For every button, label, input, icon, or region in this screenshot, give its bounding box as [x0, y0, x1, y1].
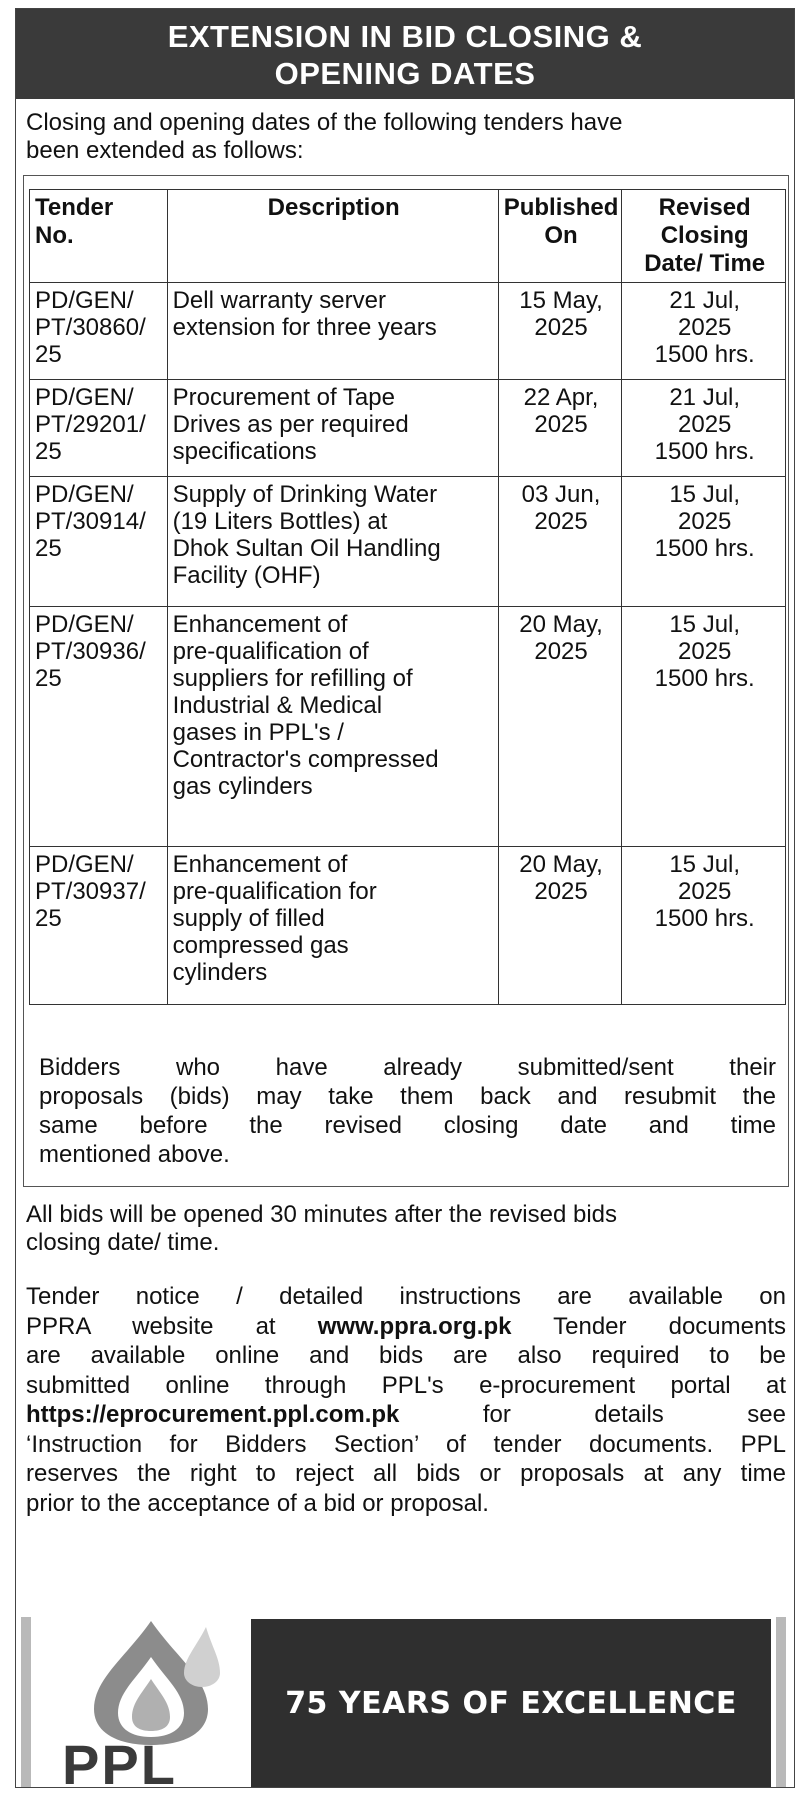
ppl-logo: [36, 1617, 236, 1796]
oil-drop-logo-icon: [56, 1617, 246, 1747]
left-stripe: [21, 1617, 31, 1787]
opening-note: All bids will be opened 30 minutes after the revised bids closing date/ time.: [26, 1201, 617, 1256]
banner-text: 75 YEARS OF EXCELLENCE: [285, 1685, 737, 1721]
header-revised-closing: Revised Closing Date/ Time: [622, 190, 786, 283]
table-row: [30, 607, 786, 847]
published-cell: 20 May, 2025: [498, 847, 622, 1005]
published-cell: 03 Jun, 2025: [498, 477, 622, 607]
published-cell: 20 May, 2025: [498, 607, 622, 847]
page-title: [16, 9, 794, 99]
description-cell: Dell warranty server extension for three years: [167, 283, 498, 380]
tender-no-cell: PD/GEN/ PT/29201/ 25: [30, 380, 168, 477]
title-line-1: EXTENSION IN BID CLOSING &: [167, 19, 643, 54]
table-header-row: [30, 190, 786, 283]
ppra-website-link[interactable]: www.ppra.org.pk: [317, 1312, 512, 1340]
tender-no-cell: PD/GEN/ PT/30937/ 25: [30, 847, 168, 1005]
revised-cell: 15 Jul, 2025 1500 hrs.: [622, 477, 786, 607]
table-row: [30, 477, 786, 607]
intro-line-2: been extended as follows:: [26, 137, 304, 164]
published-cell: 22 Apr, 2025: [498, 380, 622, 477]
revised-cell: 21 Jul, 2025 1500 hrs.: [622, 283, 786, 380]
excellence-banner: [251, 1619, 771, 1787]
tender-no-cell: PD/GEN/ PT/30914/ 25: [30, 477, 168, 607]
revised-cell: 15 Jul, 2025 1500 hrs.: [622, 607, 786, 847]
table-row: [30, 380, 786, 477]
header-tender-no: Tender No.: [30, 190, 168, 283]
description-cell: Procurement of Tape Drives as per required specifications: [167, 380, 498, 477]
bidders-note: Bidders who have already submitted/sent their proposals (bids) may take them back and resubmit the same before the revised closing date and time mentioned above.: [39, 1054, 776, 1168]
tenders-table: [29, 189, 786, 1005]
table-row: [30, 847, 786, 1005]
eprocurement-portal-link[interactable]: https://eprocurement.ppl.com.pk: [26, 1401, 400, 1428]
intro-paragraph: [26, 109, 786, 165]
right-stripe: [776, 1617, 786, 1787]
description-cell: Enhancement of pre-qualification of suppliers for refilling of Industrial & Medical gases in PPL's / Contractor's compressed gas cylinders: [167, 607, 498, 847]
header-published-on: Published On: [498, 190, 622, 283]
footer: [16, 1617, 794, 1796]
published-cell: 15 May, 2025: [498, 283, 622, 380]
intro-line-1: Closing and opening dates of the following tenders have: [26, 109, 623, 136]
tender-no-cell: PD/GEN/ PT/30936/ 25: [30, 607, 168, 847]
tender-no-cell: PD/GEN/ PT/30860/ 25: [30, 283, 168, 380]
title-line-2: OPENING DATES: [274, 56, 536, 91]
instructions-line-2: PPRA website at www.ppra.org.pk Tender documents: [26, 1312, 786, 1340]
table-row: [30, 283, 786, 380]
header-description: Description: [167, 190, 498, 283]
description-cell: Supply of Drinking Water (19 Liters Bottles) at Dhok Sultan Oil Handling Facility (OHF): [167, 477, 498, 607]
instructions-paragraph: Tender notice / detailed instructions are available on PPRA website at www.ppra.org.pk Tender documents are available online and bids are also required to be submitted online through PPL's e-procurement portal at https://eprocurement.ppl.com.pk for details see ‘Instruction for Bidders Section’ of tender documents. PPL reserves the right to reject all bids or proposals at any time prior to the acceptance of a bid or proposal.: [26, 1283, 786, 1517]
description-cell: Enhancement of pre-qualification for supply of filled compressed gas cylinders: [167, 847, 498, 1005]
revised-cell: 15 Jul, 2025 1500 hrs.: [622, 847, 786, 1005]
ppl-logo-text: PPL: [62, 1733, 177, 1796]
advertisement-frame: [15, 8, 795, 1796]
revised-cell: 21 Jul, 2025 1500 hrs.: [622, 380, 786, 477]
instructions-line-5: https://eprocurement.ppl.com.pk for details see: [26, 1401, 786, 1428]
